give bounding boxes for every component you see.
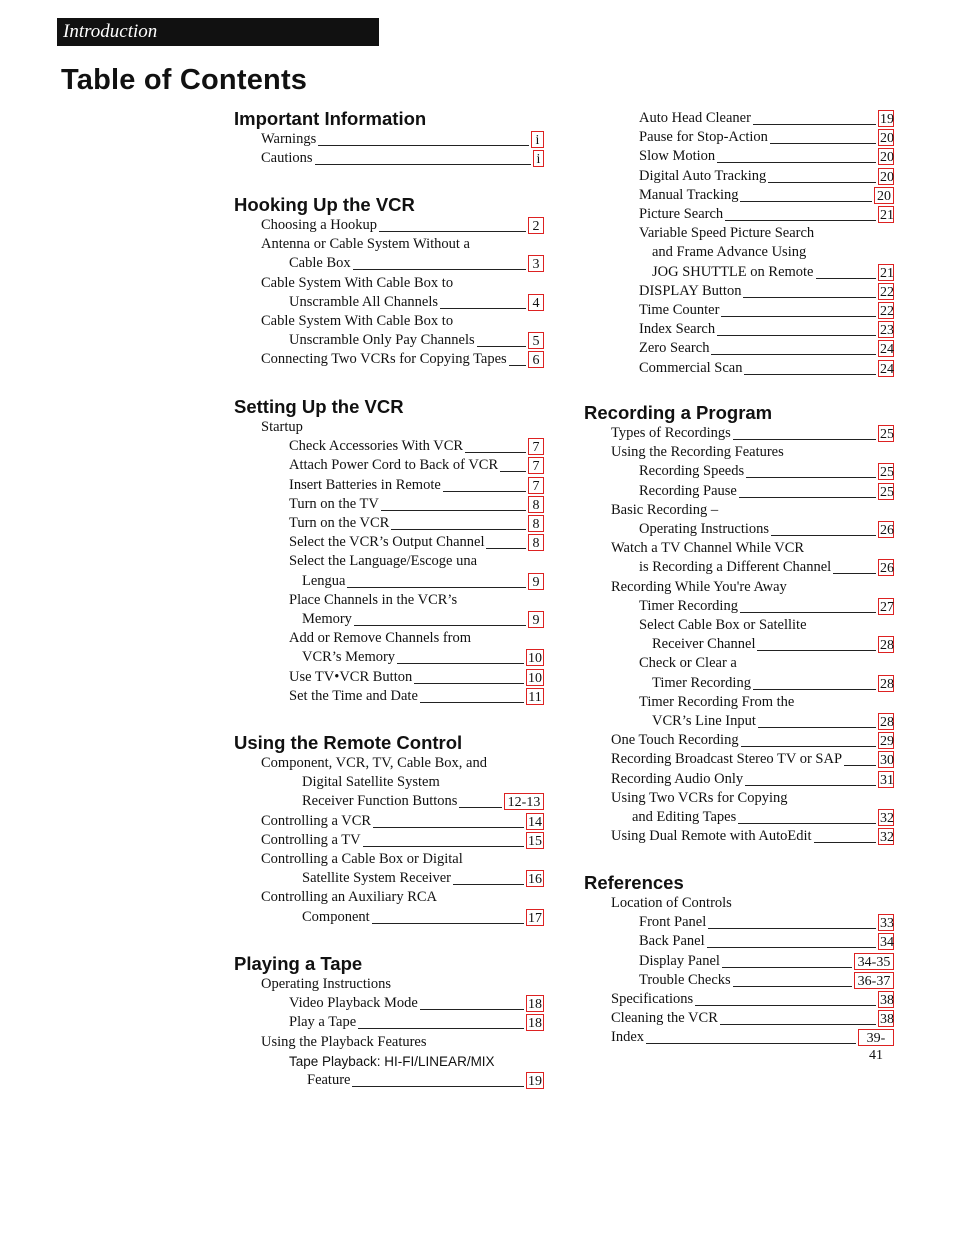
page-number-link[interactable]: 4 — [528, 294, 544, 311]
page-number-link[interactable]: 34-35 — [854, 953, 894, 970]
toc-entry-text: Select the Language/Escoge una — [289, 553, 478, 570]
toc-entry[interactable] — [584, 320, 894, 339]
toc-entry-text: Play a Tape — [289, 1014, 357, 1031]
toc-entry-text: and Frame Advance Using — [652, 244, 807, 261]
toc-entry[interactable] — [584, 789, 894, 827]
page-number-link[interactable]: 12-13 — [504, 793, 544, 810]
toc-entry-text: Component — [302, 908, 370, 925]
page-number-link[interactable]: 25 — [880, 484, 894, 500]
toc-entry-text: Use TV•VCR Button — [289, 668, 413, 685]
leader-line — [733, 439, 876, 440]
toc-entry-text: Pause for Stop-Action — [639, 129, 768, 146]
page-number-link[interactable]: 3 — [528, 255, 544, 272]
section-tab: Introduction — [57, 18, 379, 46]
leader-line — [733, 986, 852, 987]
toc-entry-text: Controlling a Cable Box or Digital — [261, 851, 463, 867]
toc-entry[interactable] — [584, 128, 894, 147]
toc-entry[interactable] — [234, 149, 544, 168]
page-number-link[interactable]: 10 — [528, 670, 542, 686]
toc-entry[interactable] — [584, 205, 894, 224]
toc-entry-text: Using Two VCRs for Copying — [611, 789, 788, 806]
page-number-link[interactable]: 22 — [880, 284, 894, 300]
toc-entry-text: Specifications — [611, 991, 694, 1007]
leader-line — [414, 683, 524, 684]
toc-entry[interactable] — [234, 476, 544, 495]
toc-entry[interactable] — [584, 731, 894, 750]
toc-entry-text: Cable Box — [289, 255, 351, 272]
toc-entry[interactable] — [234, 235, 544, 273]
toc-entry[interactable] — [234, 1052, 544, 1090]
toc-entry[interactable] — [234, 274, 544, 312]
toc-entry[interactable] — [234, 812, 544, 831]
toc-entry-text: Timer Recording — [652, 674, 751, 691]
toc-entry-text: Add or Remove Channels from — [289, 630, 472, 647]
leader-line — [373, 827, 524, 828]
leader-line — [420, 702, 524, 703]
leader-line — [453, 884, 524, 885]
toc-entry-text: Turn on the TV — [289, 495, 379, 512]
leader-line — [740, 612, 876, 613]
page-number-link[interactable]: 25 — [880, 465, 894, 481]
toc-entry[interactable] — [584, 186, 894, 205]
toc-entry-text: Check Accessories With VCR — [289, 438, 464, 455]
page-number-link[interactable]: 30 — [880, 753, 894, 769]
page-number-link[interactable]: 11 — [526, 688, 544, 705]
toc-entry[interactable] — [234, 687, 544, 706]
toc-entry[interactable] — [584, 750, 894, 769]
page-number-link[interactable]: 24 — [880, 342, 894, 358]
toc-entry[interactable] — [234, 350, 544, 369]
leader-line — [745, 785, 876, 786]
toc-entry-text: Basic Recording – — [611, 501, 719, 518]
toc-entry-text: Set the Time and Date — [289, 687, 418, 704]
toc-entry-text: Unscramble All Channels — [289, 293, 439, 310]
leader-line — [739, 497, 876, 498]
toc-entry — [234, 1033, 544, 1052]
leader-line — [379, 231, 526, 232]
toc-entry-text: Recording Pause — [639, 482, 737, 499]
toc-entry[interactable] — [584, 971, 894, 990]
toc-entry-text: Select Cable Box or Satellite — [639, 617, 807, 633]
toc-entry[interactable] — [584, 539, 894, 577]
toc-entry-text: Startup — [261, 419, 303, 435]
leader-line — [746, 477, 876, 478]
toc-entry-text: Using the Playback Features — [261, 1033, 427, 1050]
page-number-link[interactable]: 5 — [528, 332, 544, 349]
leader-line — [707, 947, 876, 948]
toc-entry[interactable] — [584, 501, 894, 539]
toc-entry-text: Connecting Two VCRs for Copying Tapes — [261, 351, 507, 368]
leader-line — [695, 1005, 876, 1006]
toc-entry[interactable] — [234, 533, 544, 552]
toc-entry[interactable] — [584, 616, 894, 654]
page-number-link[interactable]: 31 — [880, 772, 894, 788]
leader-line — [353, 269, 526, 270]
toc-entry-text: Watch a TV Channel While VCR — [611, 540, 805, 557]
toc-entry[interactable] — [584, 147, 894, 166]
toc-entry[interactable] — [584, 597, 894, 616]
page-number-link[interactable]: 18 — [528, 997, 542, 1013]
toc-entry-text: Picture Search — [639, 206, 724, 222]
leader-line — [816, 278, 877, 279]
section-heading-setting-up-the-vcr: Setting Up the VCR — [234, 396, 404, 417]
toc-entry[interactable] — [234, 668, 544, 687]
toc-entry[interactable] — [584, 1028, 894, 1064]
page-number-link[interactable]: 21 — [880, 265, 894, 281]
leader-line — [744, 374, 876, 375]
leader-line — [509, 365, 526, 366]
leader-line — [753, 124, 876, 125]
toc-entry[interactable] — [584, 282, 894, 301]
leader-line — [708, 928, 876, 929]
page-number-link[interactable]: 39-41 — [858, 1029, 894, 1046]
toc-entry-text: Memory — [302, 610, 352, 627]
toc-entry[interactable] — [234, 552, 544, 590]
leader-line — [717, 162, 876, 163]
toc-entry[interactable] — [234, 888, 544, 926]
page-number-link[interactable]: 32 — [880, 810, 894, 826]
leader-line — [814, 842, 876, 843]
toc-entry[interactable] — [234, 1013, 544, 1032]
toc-entry[interactable] — [234, 994, 544, 1013]
toc-entry[interactable] — [584, 224, 894, 282]
page-number-link[interactable]: 21 — [880, 208, 894, 223]
toc-entry-text: Video Playback Mode — [289, 995, 418, 1012]
page-title: Table of Contents — [61, 64, 308, 96]
toc-entry-text: Auto Head Cleaner — [639, 110, 751, 126]
leader-line — [770, 143, 876, 144]
toc-entry[interactable] — [234, 312, 544, 350]
toc-entry-text: Digital Auto Tracking — [639, 167, 767, 184]
page-number-link[interactable]: 27 — [880, 599, 894, 615]
toc-entry — [234, 418, 544, 437]
page-number-link[interactable]: 9 — [528, 611, 544, 628]
page-number-link[interactable]: 19 — [880, 112, 894, 127]
page-number-link[interactable]: 36-37 — [854, 972, 894, 989]
toc-entry[interactable] — [234, 850, 544, 888]
page-number-link[interactable]: 7 — [528, 438, 544, 455]
toc-entry — [584, 894, 894, 913]
toc-entry[interactable] — [234, 130, 544, 149]
toc-entry-text: Receiver Channel — [652, 636, 756, 653]
leader-line — [318, 145, 529, 146]
toc-entry-text: Commercial Scan — [639, 359, 743, 376]
page-number-link[interactable]: 22 — [880, 304, 894, 319]
toc-entry[interactable] — [584, 770, 894, 789]
page-number-link[interactable]: 15 — [528, 833, 542, 849]
leader-line — [833, 573, 876, 574]
toc-entry-text: Operating Instructions — [639, 520, 770, 537]
toc-entry[interactable] — [584, 913, 894, 932]
toc-entry-text: Types of Recordings — [611, 425, 731, 441]
page-number-link[interactable]: 8 — [528, 496, 544, 513]
page-number-link[interactable]: i — [531, 131, 544, 148]
page-number-link[interactable]: 10 — [528, 651, 542, 667]
toc-entry[interactable] — [234, 437, 544, 456]
leader-line — [740, 201, 872, 202]
toc-entry-text: Component, VCR, TV, Cable Box, and — [261, 755, 487, 771]
leader-line — [391, 529, 526, 530]
leader-line — [420, 1009, 524, 1010]
leader-line — [352, 1086, 524, 1087]
toc-entry-text: Unscramble Only Pay Channels — [289, 332, 475, 349]
page-number-link[interactable]: 28 — [880, 714, 894, 730]
toc-entry-text: Turn on the VCR — [289, 515, 390, 531]
page-number-link[interactable]: 24 — [880, 361, 894, 377]
leader-line — [741, 746, 876, 747]
toc-entry-text: Time Counter — [639, 302, 720, 318]
toc-entry[interactable] — [584, 482, 894, 501]
toc-entry[interactable] — [234, 514, 544, 533]
toc-entry-text: Slow Motion — [639, 148, 716, 165]
page-number-link[interactable]: 8 — [528, 534, 544, 551]
leader-line — [717, 335, 876, 336]
page-number-link[interactable]: 29 — [880, 734, 894, 750]
leader-line — [381, 510, 526, 511]
toc-entry[interactable] — [584, 167, 894, 186]
leader-line — [753, 689, 876, 690]
toc-entry-text: Controlling a VCR — [261, 812, 372, 829]
toc-entry-text: Digital Satellite System — [302, 774, 440, 791]
toc-entry-text: Recording Broadcast Stereo TV or SAP — [611, 751, 843, 768]
toc-entry-text: Zero Search — [639, 340, 710, 357]
toc-entry-text: Timer Recording — [639, 597, 738, 614]
toc-entry[interactable] — [234, 591, 544, 629]
toc-entry[interactable] — [234, 831, 544, 850]
toc-entry-text: Select the VCR’s Output Channel — [289, 534, 485, 551]
page-number-link[interactable]: 20 — [880, 169, 894, 185]
toc-entry-text: Attach Power Cord to Back of VCR — [289, 457, 499, 474]
toc-entry-text: Lengua — [302, 572, 346, 589]
page-number-link[interactable]: 6 — [528, 351, 544, 368]
page-number-link[interactable]: 20 — [874, 187, 894, 204]
toc-entry-text: Tape Playback: HI-FI/LINEAR/MIX — [289, 1053, 495, 1069]
leader-line — [738, 823, 876, 824]
toc-entry — [234, 975, 544, 994]
page-number-link[interactable]: 8 — [528, 515, 544, 532]
page-number-link[interactable]: 34 — [880, 935, 894, 951]
toc-entry-text: Index — [611, 1029, 645, 1046]
toc-entry[interactable] — [234, 754, 544, 812]
page-number-link[interactable]: 19 — [528, 1073, 542, 1089]
leader-line — [743, 297, 876, 298]
page-number-link[interactable]: 25 — [880, 427, 894, 442]
leader-line — [844, 765, 876, 766]
toc-entry[interactable] — [584, 827, 894, 846]
toc-entry[interactable] — [584, 654, 894, 692]
leader-line — [771, 535, 876, 536]
section-heading-using-the-remote-control: Using the Remote Control — [234, 732, 463, 753]
toc-entry-text: Using the Recording Features — [611, 444, 784, 461]
page-number-link[interactable]: 9 — [528, 573, 544, 590]
toc-entry-text: Cautions — [261, 150, 313, 167]
toc-entry-text: Trouble Checks — [639, 971, 731, 988]
toc-entry[interactable] — [234, 216, 544, 235]
page-number-link[interactable]: 16 — [528, 872, 542, 888]
toc-entry-text: Recording Audio Only — [611, 770, 744, 787]
leader-line — [477, 346, 526, 347]
toc-entry-text: Controlling a TV — [261, 831, 361, 848]
leader-line — [459, 807, 502, 808]
toc-entry-text: Feature — [307, 1071, 351, 1088]
toc-entry-text: Operating Instructions — [261, 976, 392, 992]
toc-entry-text: Satellite System Receiver — [302, 870, 451, 887]
toc-entry-text: Display Panel — [639, 952, 720, 969]
toc-entry[interactable] — [584, 301, 894, 320]
page-number-link[interactable]: 18 — [528, 1016, 542, 1032]
page-number-link[interactable]: 14 — [528, 814, 542, 830]
page-number-link[interactable]: 32 — [880, 830, 894, 846]
page-number-link[interactable]: 7 — [528, 457, 544, 474]
leader-line — [721, 316, 876, 317]
toc-entry[interactable] — [584, 990, 894, 1009]
toc-entry-text: Timer Recording From the — [639, 693, 795, 710]
page-number-link[interactable]: 7 — [528, 477, 544, 494]
toc-entry-text: Cable System With Cable Box to — [261, 313, 454, 329]
toc-entry[interactable] — [584, 109, 894, 128]
toc-entry — [584, 578, 894, 597]
toc-entry-text: Insert Batteries in Remote — [289, 476, 441, 493]
page-number-link[interactable]: 2 — [528, 217, 544, 234]
toc-entry-text: DISPLAY Button — [639, 282, 742, 299]
toc-entry[interactable] — [584, 1009, 894, 1028]
page-number-link[interactable]: i — [533, 150, 544, 167]
leader-line — [363, 846, 524, 847]
leader-line — [711, 354, 876, 355]
page-number-link[interactable]: 20 — [880, 131, 894, 147]
toc-entry-text: Location of Controls — [611, 895, 732, 911]
toc-entry[interactable] — [584, 932, 894, 951]
leader-line — [347, 587, 526, 588]
toc-entry-text: and Editing Tapes — [632, 808, 737, 825]
leader-line — [722, 967, 852, 968]
toc-entry-text: Using Dual Remote with AutoEdit — [611, 828, 812, 845]
toc-entry-text: Variable Speed Picture Search — [639, 225, 815, 242]
toc-entry-text: VCR’s Memory — [302, 649, 396, 666]
leader-line — [358, 1028, 524, 1029]
page-number-link[interactable]: 38 — [880, 1012, 894, 1028]
leader-line — [443, 491, 526, 492]
toc-entry[interactable] — [234, 456, 544, 475]
page-number-link[interactable]: 23 — [880, 323, 894, 339]
toc-entry — [584, 443, 894, 462]
toc-entry-text: One Touch Recording — [611, 732, 739, 749]
section-heading-hooking-up-the-vcr: Hooking Up the VCR — [234, 194, 415, 215]
page-number-link[interactable]: 20 — [880, 150, 894, 166]
page-number-link[interactable]: 26 — [880, 522, 894, 538]
leader-line — [758, 727, 876, 728]
toc-entry[interactable] — [584, 952, 894, 971]
toc-entry-text: Check or Clear a — [639, 655, 737, 672]
toc-entry-text: Place Channels in the VCR’s — [289, 591, 458, 608]
toc-entry[interactable] — [584, 424, 894, 443]
leader-line — [354, 625, 526, 626]
toc-entry[interactable] — [584, 339, 894, 358]
toc-entry-text: Cable System With Cable Box to — [261, 274, 454, 291]
toc-entry-text: JOG SHUTTLE on Remote — [652, 263, 814, 280]
section-heading-playing-a-tape: Playing a Tape — [234, 953, 363, 974]
toc-entry-text: Recording Speeds — [639, 463, 745, 480]
leader-line — [440, 308, 526, 309]
toc-entry-text: Manual Tracking — [639, 186, 739, 203]
toc-entry-text: Choosing a Hookup — [261, 217, 377, 233]
toc-entry[interactable] — [234, 629, 544, 667]
toc-entry[interactable] — [234, 495, 544, 514]
page-number-link[interactable]: 26 — [880, 561, 894, 577]
leader-line — [757, 650, 876, 651]
page-number-link[interactable]: 38 — [880, 993, 894, 1008]
section-heading-references: References — [584, 872, 684, 893]
page-number-link[interactable]: 33 — [880, 916, 894, 932]
toc-entry[interactable] — [584, 693, 894, 731]
leader-line — [465, 452, 526, 453]
toc-entry-text: Controlling an Auxiliary RCA — [261, 889, 438, 906]
toc-entry-text: Front Panel — [639, 914, 707, 931]
toc-entry-text: is Recording a Different Channel — [639, 559, 832, 576]
page-number-link[interactable]: 28 — [880, 676, 894, 692]
page-number-link[interactable]: 17 — [528, 910, 542, 926]
toc-entry-text: Index Search — [639, 321, 716, 338]
toc-entry-text: Back Panel — [639, 933, 705, 950]
toc-entry-text: Antenna or Cable System Without a — [261, 236, 470, 253]
leader-line — [486, 548, 526, 549]
leader-line — [720, 1024, 876, 1025]
leader-line — [397, 663, 524, 664]
leader-line — [500, 471, 526, 472]
toc-entry-text: Recording While You're Away — [611, 578, 787, 595]
page-number-link[interactable]: 28 — [880, 638, 894, 654]
section-heading-important-information: Important Information — [234, 108, 427, 129]
leader-line — [372, 923, 524, 924]
leader-line — [315, 164, 531, 165]
toc-entry-text: VCR’s Line Input — [652, 712, 756, 729]
toc-entry[interactable] — [584, 462, 894, 481]
toc-entry[interactable] — [584, 359, 894, 378]
leader-line — [768, 182, 876, 183]
leader-line — [725, 220, 876, 221]
toc-entry-text: Cleaning the VCR — [611, 1010, 718, 1027]
toc-entry-text: Warnings — [261, 131, 317, 147]
section-heading-recording-a-program: Recording a Program — [584, 402, 773, 423]
toc-entry-text: Receiver Function Buttons — [302, 793, 458, 810]
leader-line — [646, 1043, 856, 1044]
